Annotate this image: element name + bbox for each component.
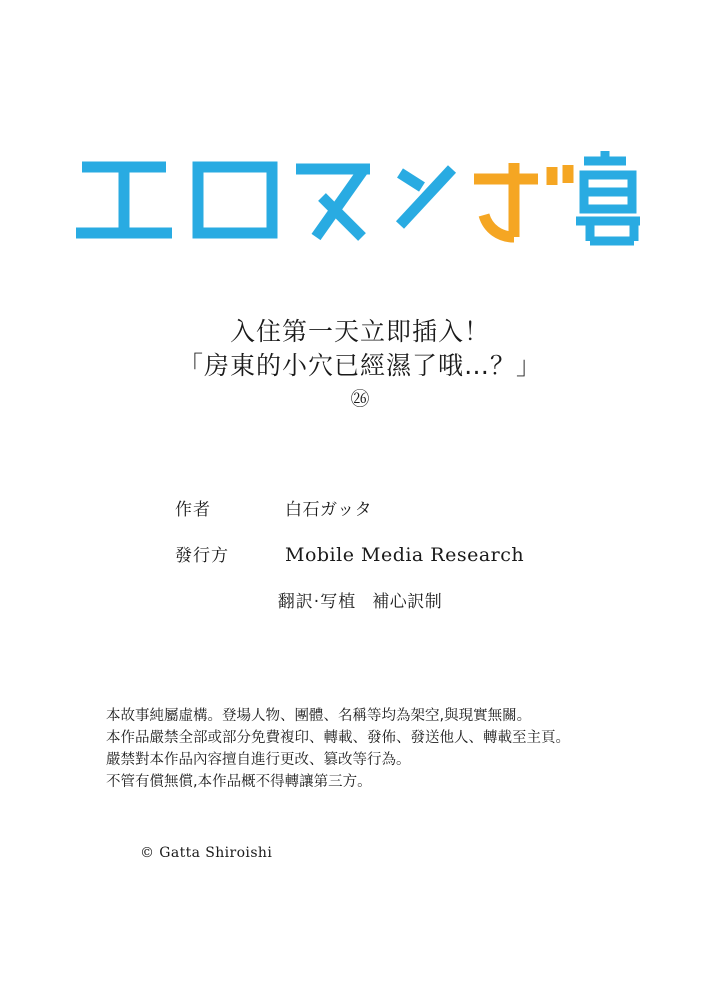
series-logo: [0, 140, 720, 270]
disclaimer-line: 不管有償無償,本作品概不得轉讓第三方。: [106, 774, 372, 790]
disclaimer-line: 嚴禁對本作品內容擅自進行更改、篡改等行為。: [106, 752, 411, 768]
credit-row-author: [0, 495, 720, 520]
chapter-number: ㉖: [350, 388, 370, 410]
credits-list: [0, 495, 720, 633]
disclaimer-block: [106, 705, 646, 793]
title-line-1: 入住第一天立即插入！: [229, 317, 490, 346]
credit-label-author: 作者: [175, 500, 211, 520]
disclaimer-line: 本故事純屬虛構。登場人物、團體、名稱等均為架空,與現實無關。: [106, 708, 532, 724]
eromangatou-logo-icon: [70, 145, 650, 265]
credit-row-translation: [0, 587, 720, 612]
credit-label-publisher: 發行方: [175, 546, 229, 566]
credit-value-author: 白石ガッタ: [285, 500, 373, 520]
copyright-notice: © Gatta Shiroishi: [140, 845, 273, 861]
credit-value-publisher: Mobile Media Research: [285, 544, 525, 566]
credit-label-translation: 翻訳·写植: [277, 592, 357, 612]
credit-value-translation: 補心訳制: [372, 592, 443, 612]
title-line-2: 「房東的小穴已經濕了哦…？」: [177, 351, 542, 380]
credit-row-publisher: [0, 541, 720, 566]
disclaimer-line: 本作品嚴禁全部或部分免費複印、轉載、發佈、發送他人、轉載至主頁。: [106, 730, 570, 746]
title-block: [0, 315, 720, 411]
